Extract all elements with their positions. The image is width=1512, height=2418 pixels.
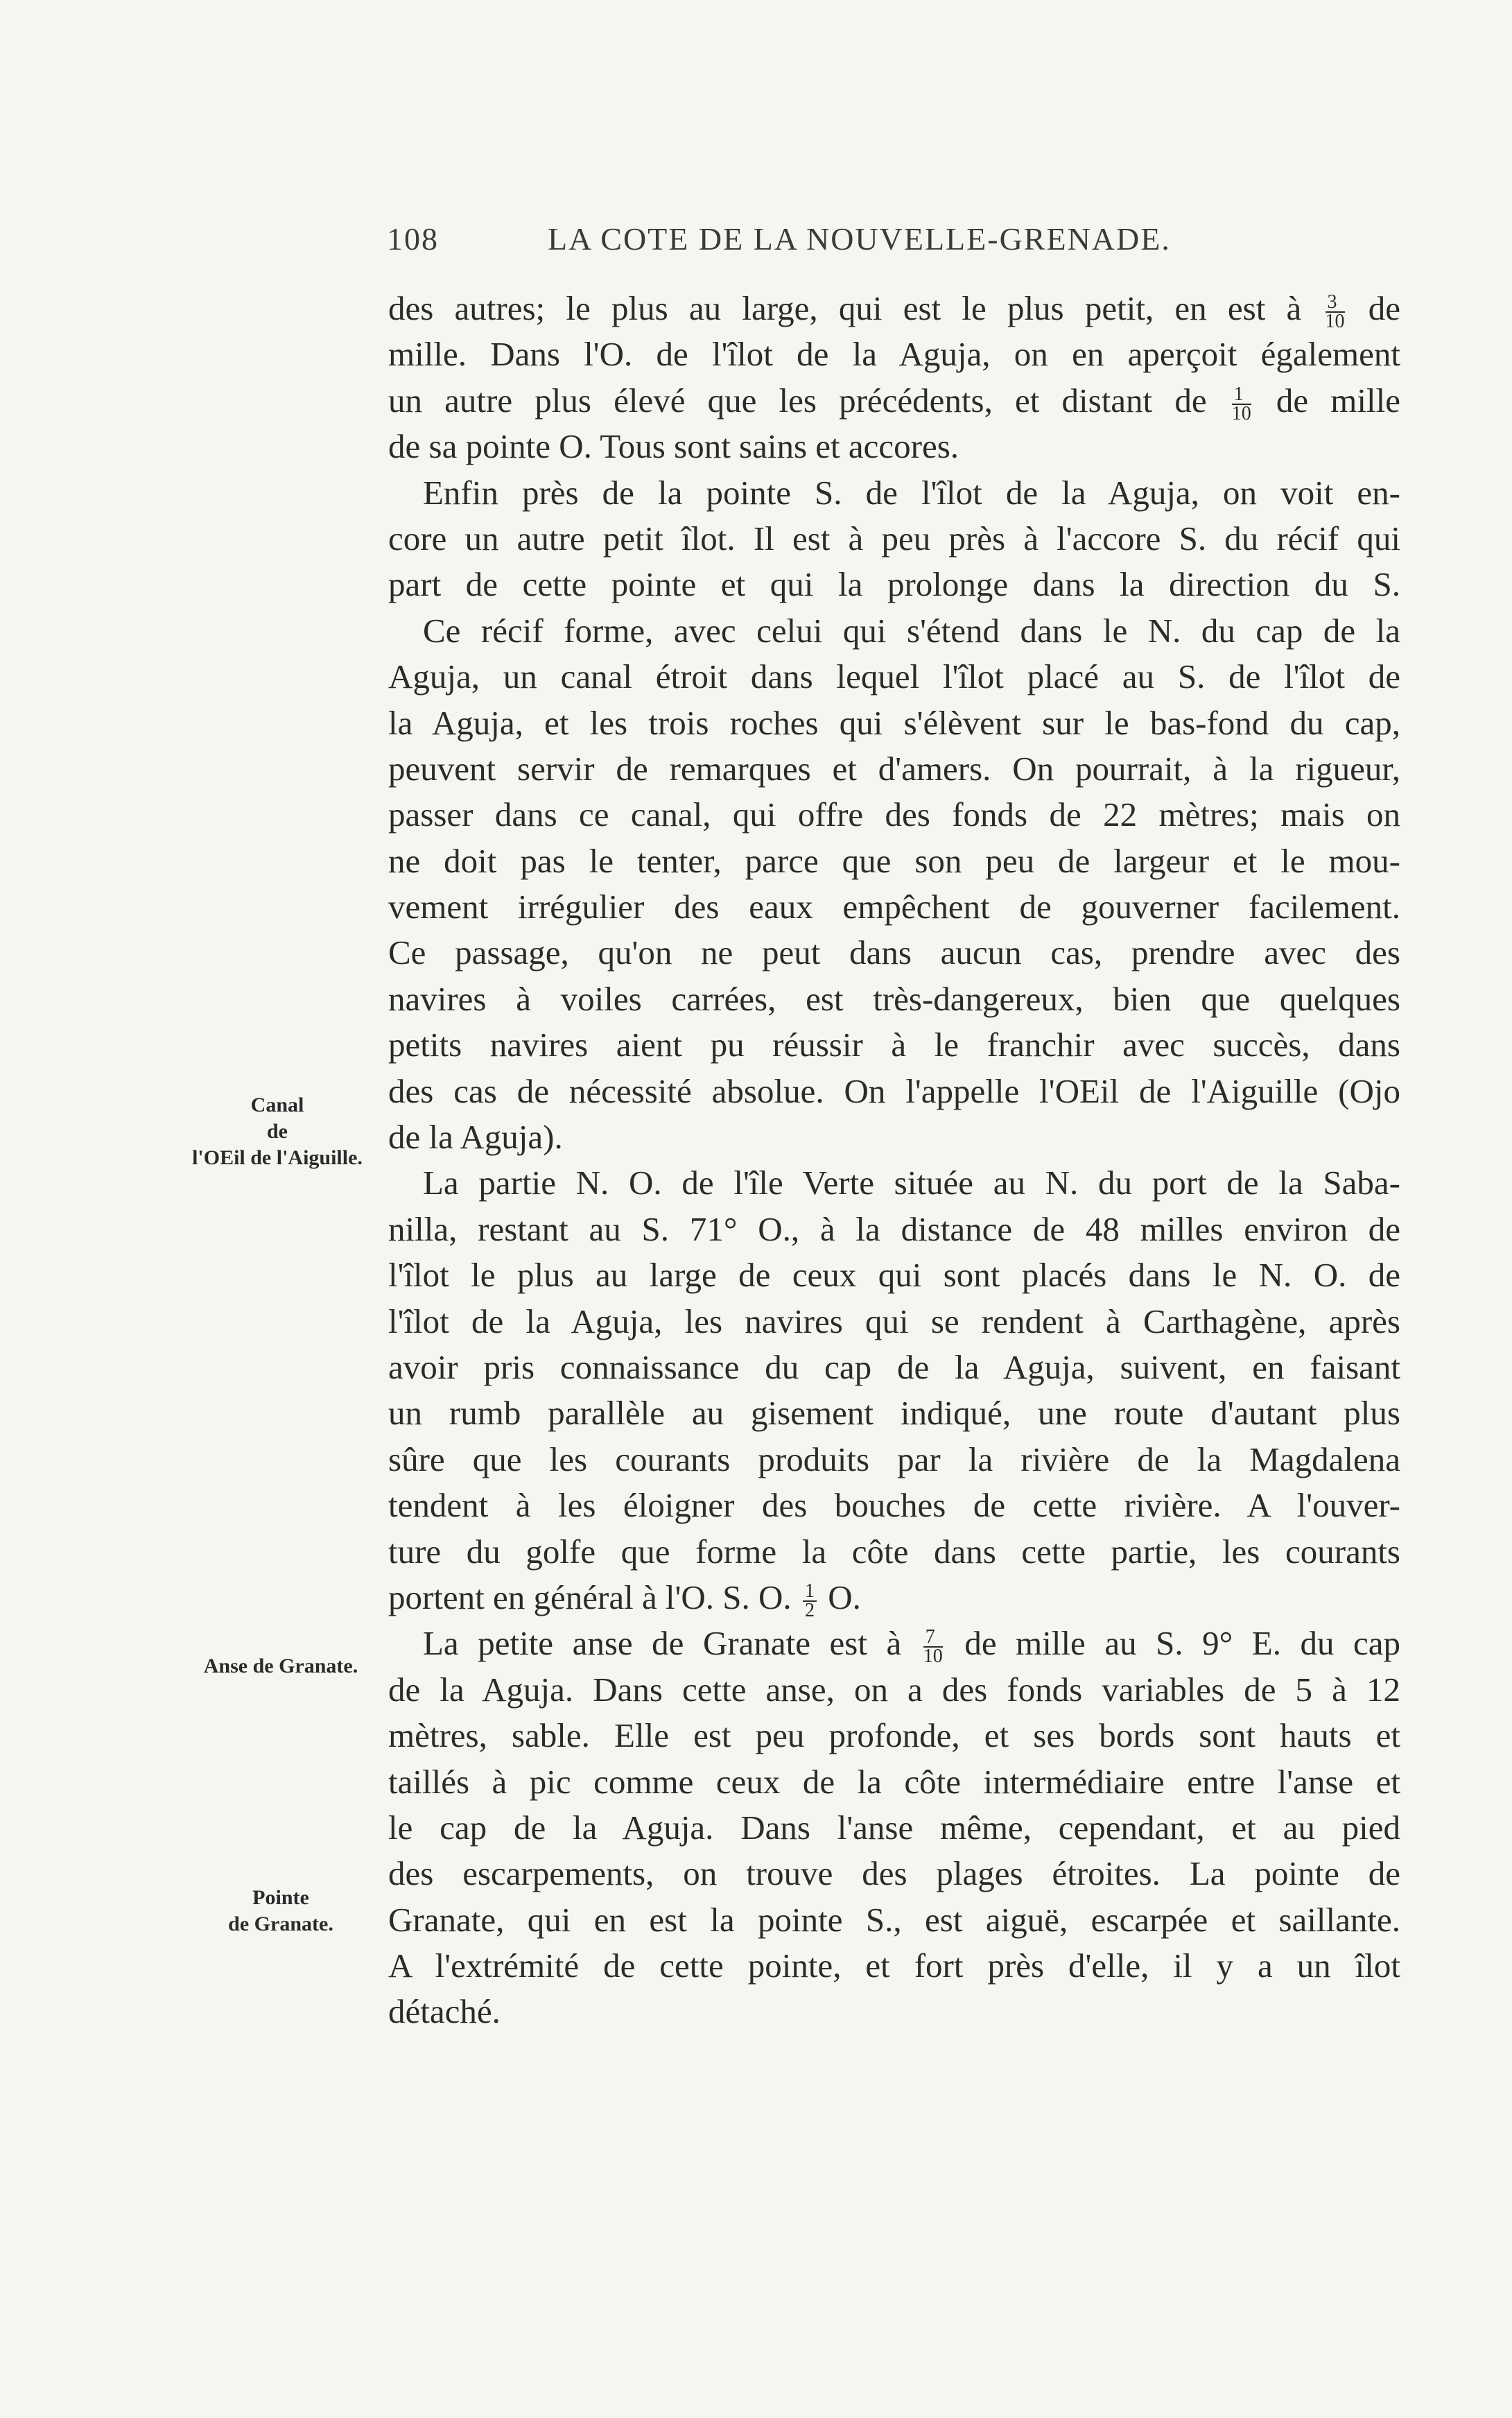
body-text <box>388 286 1400 2035</box>
text-line: sûre que les courants produits par la rivière de la Magdalena <box>388 1440 1400 1478</box>
fraction <box>923 1628 943 1666</box>
text-line: ne doit pas le tenter, parce que son peu de largeur et le mou- <box>388 841 1400 880</box>
text-line: ture du golfe que forme la côte dans cette partie, les courants <box>388 1532 1400 1571</box>
fraction <box>1326 293 1345 331</box>
text-line: Aguja, un canal étroit dans lequel l'îlot placé au S. de l'îlot de <box>388 657 1400 696</box>
text-line: part de cette pointe et qui la prolonge dans la direction du S. <box>388 565 1400 604</box>
sidenote-line: l'OEil de l'Aiguille. <box>192 1146 363 1169</box>
text-segment: de mille <box>1276 381 1400 420</box>
text-line: avoir pris connaissance du cap de la Aguja, suivent, en faisant <box>388 1347 1400 1386</box>
running-title: LA COTE DE LA NOUVELLE-GRENADE. <box>548 221 1171 257</box>
fraction-denominator: 10 <box>1231 402 1251 424</box>
text-line: des cas de nécessité absolue. On l'appelle l'OEil de l'Aiguille (Ojo <box>388 1071 1400 1110</box>
text-line: tendent à les éloigner des bouches de cette rivière. A l'ouver- <box>388 1486 1400 1525</box>
text-line: Enfin près de la pointe S. de l'îlot de la Aguja, on voit en- <box>423 473 1400 512</box>
text-line <box>388 378 1400 424</box>
text-line: core un autre petit îlot. Il est à peu près à l'accore S. du récif qui <box>388 519 1400 558</box>
text-line: vement irrégulier des eaux empêchent de gouverner facilement. <box>388 888 1400 926</box>
text-line: de la Aguja). <box>388 1118 563 1157</box>
fraction <box>1231 383 1251 424</box>
fraction <box>803 1582 817 1620</box>
text-line: taillés à pic comme ceux de la côte intermédiaire entre l'anse et <box>388 1762 1400 1801</box>
text-line <box>388 286 1400 331</box>
fraction-numerator: 7 <box>923 1628 943 1648</box>
fraction-denominator: 2 <box>804 1599 815 1621</box>
sidenote-line: de Granate. <box>228 1912 333 1935</box>
fraction-numerator: 1 <box>1232 386 1251 405</box>
text-line: Ce passage, qu'on ne peut dans aucun cas, prendre avec des <box>388 933 1400 972</box>
text-line: mètres, sable. Elle est peu profonde, et ses bords sont hauts et <box>388 1716 1400 1755</box>
text-segment: portent en général à l'O. S. O. <box>388 1578 792 1616</box>
text-line: nilla, restant au S. 71° O., à la distance de 48 milles environ de <box>388 1209 1400 1248</box>
text-line: navires à voiles carrées, est très-dangereux, bien que quelques <box>388 979 1400 1018</box>
fraction-numerator: 1 <box>803 1582 817 1602</box>
text-line: de la Aguja. Dans cette anse, on a des fonds variables de 5 à 12 <box>388 1670 1400 1709</box>
text-line: des escarpements, on trouve des plages étroites. La pointe de <box>388 1854 1400 1893</box>
text-line <box>388 1575 1400 1621</box>
text-segment: des autres; le plus au large, qui est le plus petit, en est à <box>388 289 1302 327</box>
sidenote-line: Anse de Granate. <box>203 1655 358 1677</box>
sidenote-line: Pointe <box>252 1886 309 1909</box>
text-line: le cap de la Aguja. Dans l'anse même, cependant, et au pied <box>388 1808 1400 1847</box>
sidenote-anse <box>166 1653 395 1679</box>
text-line: un rumb parallèle au gisement indiqué, une route d'autant plus <box>388 1394 1400 1433</box>
text-segment: de <box>1368 289 1400 327</box>
text-line: passer dans ce canal, qui offre des fonds de 22 mètres; mais on <box>388 795 1400 834</box>
text-segment: La petite anse de Granate est à <box>423 1624 902 1663</box>
sidenote-canal <box>159 1092 395 1171</box>
text-line: petits navires aient pu réussir à le franchir avec succès, dans <box>388 1026 1400 1064</box>
text-line: la Aguja, et les trois roches qui s'élèvent sur le bas-fond du cap, <box>388 703 1400 742</box>
text-segment: O. <box>828 1578 861 1616</box>
text-line: l'îlot le plus au large de ceux qui sont placés dans le N. O. de <box>388 1256 1400 1295</box>
sidenote-pointe <box>173 1885 388 1937</box>
text-line: La partie N. O. de l'île Verte située au N. du port de la Saba- <box>423 1164 1400 1202</box>
text-line: peuvent servir de remarques et d'amers. On pourrait, à la rigueur, <box>388 749 1400 788</box>
page-number: 108 <box>387 221 439 257</box>
text-segment: de mille au S. 9° E. du cap <box>964 1624 1400 1663</box>
text-line: l'îlot de la Aguja, les navires qui se rendent à Carthagène, après <box>388 1302 1400 1340</box>
sidenote-line: Canal <box>250 1094 304 1116</box>
text-line <box>388 1621 1400 1666</box>
text-line: Ce récif forme, avec celui qui s'étend dans le N. du cap de la <box>423 611 1400 650</box>
running-head <box>387 221 1330 269</box>
text-segment: un autre plus élevé que les précédents, et distant de <box>388 381 1207 420</box>
sidenote-line: de <box>267 1120 288 1143</box>
text-line: détaché. <box>388 1992 501 2031</box>
fraction-denominator: 10 <box>923 1646 943 1667</box>
text-line: A l'extrémité de cette pointe, et fort près d'elle, il y a un îlot <box>388 1946 1400 1985</box>
text-line: de sa pointe O. Tous sont sains et accores. <box>388 427 959 466</box>
fraction-denominator: 10 <box>1325 310 1345 332</box>
text-line: mille. Dans l'O. de l'îlot de la Aguja, on en aperçoit également <box>388 335 1400 374</box>
fraction-numerator: 3 <box>1326 293 1345 313</box>
text-line: Granate, qui en est la pointe S., est aiguë, escarpée et saillante. <box>388 1900 1400 1939</box>
